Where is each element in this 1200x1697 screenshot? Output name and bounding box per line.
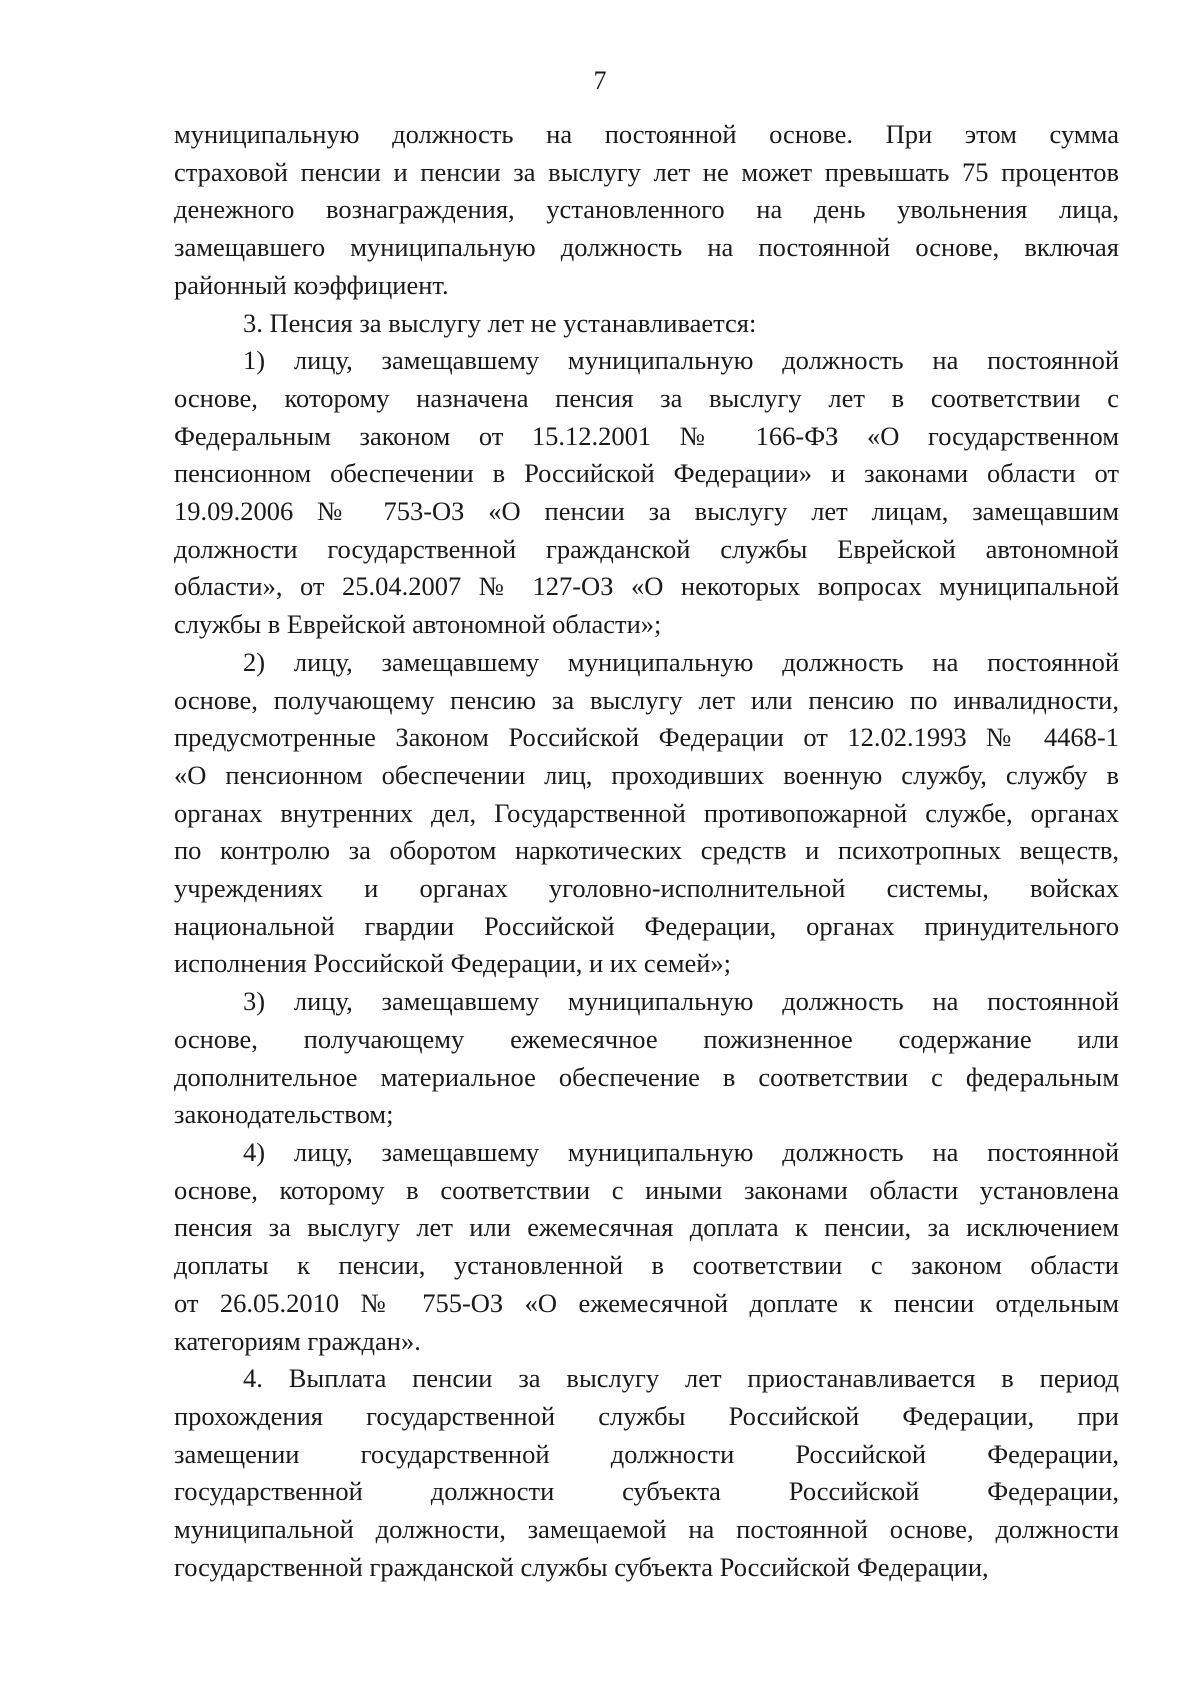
text-line: государственной гражданской службы субъекта Российской Федерации,	[174, 1551, 989, 1582]
text-line: предусмотренные Законом Российской Федерации от 12.02.1993 № 4468-1	[174, 722, 1119, 753]
document-body	[174, 116, 1119, 1586]
page-number: 7	[593, 66, 607, 95]
text-line: замещении государственной должности Российской Федерации,	[174, 1438, 1119, 1469]
text-line: доплаты к пенсии, установленной в соответствии с законом области	[174, 1250, 1119, 1281]
text-line: основе, получающему ежемесячное пожизненное содержание или	[174, 1023, 1119, 1054]
paragraph	[174, 342, 1119, 644]
text-line: районный коэффициент.	[174, 269, 449, 300]
text-line: денежного вознаграждения, установленного на день увольнения лица,	[174, 194, 1119, 225]
text-line: страховой пенсии и пенсии за выслугу лет не может превышать 75 процентов	[174, 156, 1119, 187]
text-line: дополнительное материальное обеспечение в соответствии с федеральным	[174, 1061, 1119, 1092]
text-line: замещавшего муниципальную должность на постоянной основе, включая	[174, 232, 1119, 263]
text-line: учреждениях и органах уголовно-исполнительной системы, войсках	[174, 873, 1119, 904]
text-line: должности государственной гражданской службы Еврейской автономной	[174, 533, 1119, 564]
text-line: основе, получающему пенсию за выслугу лет или пенсию по инвалидности,	[174, 684, 1119, 715]
text-line: 3) лицу, замещавшему муниципальную должность на постоянной	[243, 986, 1119, 1017]
text-line: 2) лицу, замещавшему муниципальную должность на постоянной	[243, 646, 1119, 677]
text-line: пенсия за выслугу лет или ежемесячная доплата к пенсии, за исключением	[174, 1212, 1119, 1243]
text-line: прохождения государственной службы Российской Федерации, при	[174, 1400, 1119, 1431]
text-line: исполнения Российской Федерации, и их семей»;	[174, 948, 732, 979]
text-line: национальной гвардии Российской Федерации, органах принудительного	[174, 910, 1119, 941]
paragraph	[174, 983, 1119, 1134]
text-line: муниципальной должности, замещаемой на постоянной основе, должности	[174, 1514, 1119, 1545]
text-line: Федеральным законом от 15.12.2001 № 166-ФЗ «О государственном	[174, 420, 1119, 451]
text-line: основе, которому назначена пенсия за выслугу лет в соответствии с	[174, 382, 1119, 413]
text-line: по контролю за оборотом наркотических средств и психотропных веществ,	[174, 835, 1119, 866]
text-line: службы в Еврейской автономной области»;	[174, 609, 662, 640]
paragraph	[174, 1360, 1119, 1586]
text-line: законодательством;	[174, 1099, 394, 1130]
text-line: государственной должности субъекта Российской Федерации,	[174, 1476, 1119, 1507]
text-line: основе, которому в соответствии с иными законами области установлена	[174, 1174, 1119, 1205]
text-line: от 26.05.2010 № 755-ОЗ «О ежемесячной доплате к пенсии отдельным	[174, 1287, 1119, 1318]
text-line: области», от 25.04.2007 № 127-ОЗ «О некоторых вопросах муниципальной	[174, 571, 1119, 602]
text-line: органах внутренних дел, Государственной противопожарной службе, органах	[174, 797, 1119, 828]
text-line: категориям граждан».	[174, 1325, 421, 1356]
text-line: 4) лицу, замещавшему муниципальную должность на постоянной	[243, 1136, 1119, 1167]
paragraph	[174, 305, 1119, 343]
text-line: 19.09.2006 № 753-ОЗ «О пенсии за выслугу лет лицам, замещавшим	[174, 496, 1119, 527]
paragraph	[174, 644, 1119, 983]
paragraph	[174, 116, 1119, 305]
text-line: 1) лицу, замещавшему муниципальную должность на постоянной	[243, 345, 1119, 376]
text-line: 3. Пенсия за выслугу лет не устанавливается:	[243, 307, 757, 338]
text-line: муниципальную должность на постоянной основе. При этом сумма	[174, 119, 1119, 149]
text-line: пенсионном обеспечении в Российской Федерации» и законами области от	[174, 458, 1119, 489]
text-line: «О пенсионном обеспечении лиц, проходивших военную службу, службу в	[174, 759, 1119, 790]
paragraph	[174, 1134, 1119, 1360]
text-line: 4. Выплата пенсии за выслугу лет приостанавливается в период	[243, 1363, 1119, 1394]
